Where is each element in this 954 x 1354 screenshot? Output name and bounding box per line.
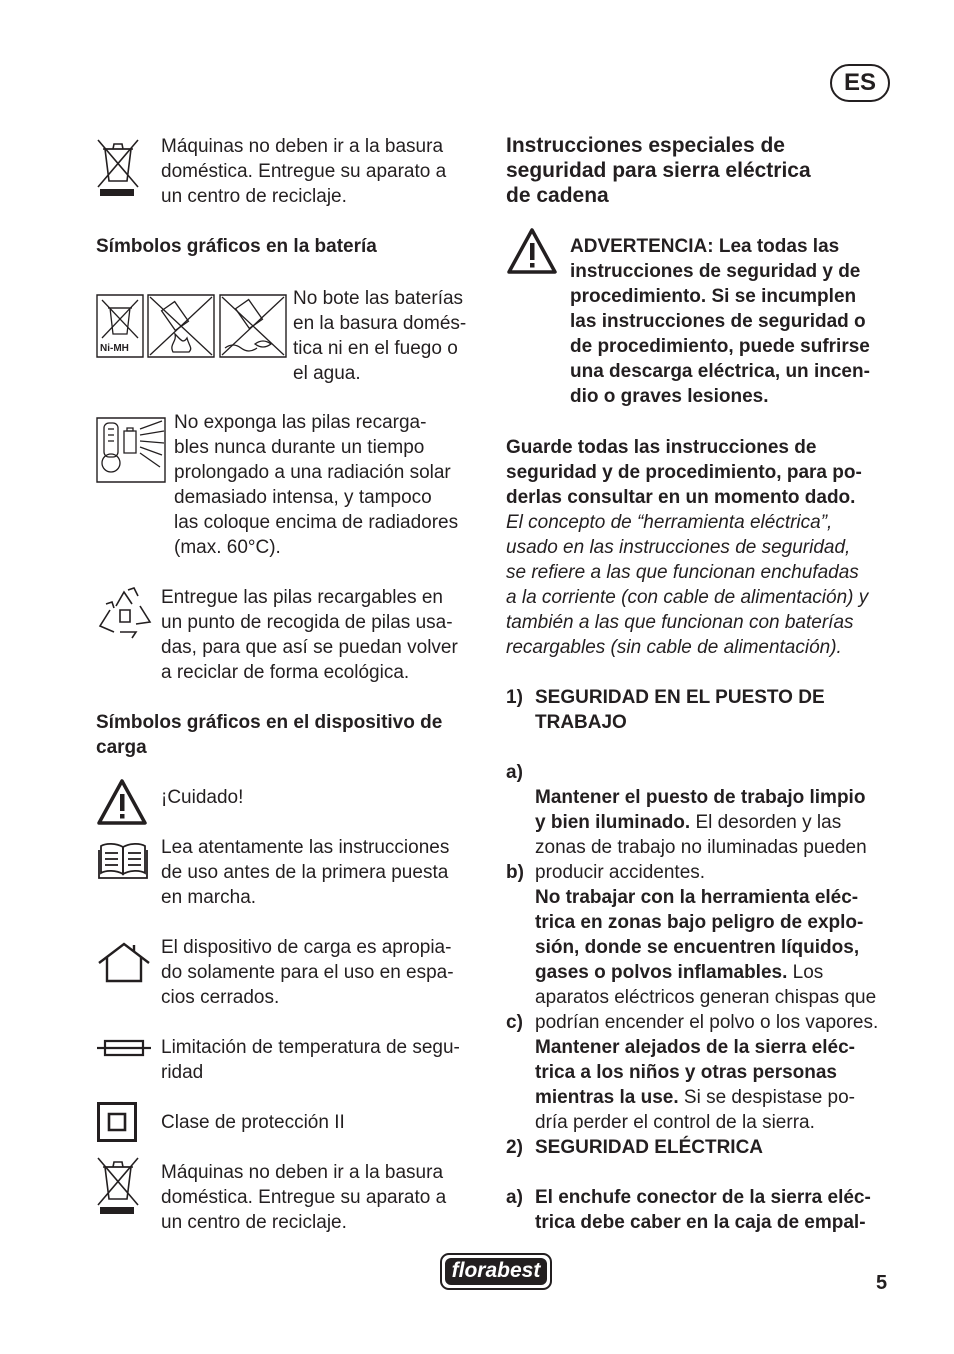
warning-triangle-icon — [506, 227, 558, 275]
item-c-text — [535, 1010, 895, 1135]
item-b-rest: Los aparatos eléctricos generan chispas que podrían encender el polvo o los vapores. — [535, 962, 879, 1033]
indoor-use-text: El dispositivo de carga es apropia- do solamente para el uso en espa- cios cerrados. — [161, 937, 454, 1008]
temperature-limit-text: Limitación de temperatura de segu- ridad — [161, 1037, 460, 1083]
item-b-text — [535, 860, 895, 1035]
warning-triangle-icon — [96, 778, 148, 826]
indoor-house-icon — [97, 941, 151, 983]
no-water-battery-icon — [219, 294, 287, 358]
item-b-label: b) — [506, 862, 524, 883]
battery-heat-text: No exponga las pilas recarga- bles nunca durante un tiempo prolongado a una radiación solar demasiado intensa, y tampoco las coloque encima de radiadores (max. 60°C). — [174, 412, 459, 558]
no-fire-battery-icon — [147, 294, 215, 358]
caution-text: ¡Cuidado! — [161, 787, 244, 808]
item-c-label: c) — [506, 1012, 523, 1033]
page-number: 5 — [876, 1272, 888, 1294]
item-a-rest: El desorden y las zonas de trabajo no iluminadas pueden producir accidentes. — [535, 812, 867, 883]
item-c-rest: Si se despistase po- dría perder el control de la sierra. — [535, 1087, 855, 1133]
protection-class-text: Clase de protección II — [161, 1112, 345, 1133]
section-1-title: SEGURIDAD EN EL PUESTO DE TRABAJO — [535, 687, 825, 733]
item-a-label: a) — [506, 762, 523, 783]
item-a-bold: Mantener el puesto de trabajo limpio y bien iluminado. — [535, 787, 866, 833]
section-2-number: 2) — [506, 1137, 523, 1158]
section-1-number: 1) — [506, 687, 523, 708]
section-2-title: SEGURIDAD ELÉCTRICA — [535, 1137, 764, 1158]
item-b-bold: No trabajar con la herramienta eléc- trica en zonas bajo peligro de explo- sión, donde se encuentren líquidos, gases o polvos inflamables. — [535, 887, 864, 983]
nimh-label: Ni-MH — [100, 343, 129, 354]
recycle-arrows-icon — [96, 584, 154, 640]
battery-disposal-text: No bote las baterías en la basura domés- tica ni en el fuego o el agua. — [293, 288, 467, 384]
logo-text: florabest — [445, 1258, 547, 1285]
battery-symbols-heading: Símbolos gráficos en la batería — [96, 236, 377, 257]
warning-text: ADVERTENCIA: Lea todas las instrucciones de seguridad y de procedimiento. Si se incumplen las instrucciones de seguridad o de procedimiento, puede sufrirse una descarga eléctrica, un incen- dio o graves lesiones. — [570, 236, 870, 407]
temperature-fuse-icon — [97, 1038, 151, 1058]
crossed-bin-icon — [96, 137, 140, 199]
crossed-bin-icon — [96, 1155, 140, 1217]
read-manual-text: Lea atentamente las instrucciones de uso antes de la primera puesta en marcha. — [161, 837, 450, 908]
keep-instructions-text: Guarde todas las instrucciones de seguridad y de procedimiento, para po- derlas consultar en un momento dado. — [506, 437, 862, 508]
item-c-bold: Mantener alejados de la sierra eléc- trica a los niños y otras personas mientras la use. — [535, 1037, 855, 1108]
item-2a-label: a) — [506, 1187, 523, 1208]
recycle-notice-top: Máquinas no deben ir a la basura doméstica. Entregue su aparato a un centro de reciclaje. — [161, 136, 447, 207]
florabest-logo — [440, 1253, 552, 1290]
section-title: Instrucciones especiales de seguridad para sierra eléctrica de cadena — [506, 134, 811, 207]
power-tool-definition: El concepto de “herramienta eléctrica”, usado en las instrucciones de seguridad, se refiere a las que funcionan enchufadas a la corriente (con cable de alimentación) y también a las que funcionan con baterías recargables (sin cable de alimentación). — [506, 512, 869, 658]
charger-symbols-heading: Símbolos gráficos en el dispositivo de carga — [96, 712, 443, 758]
read-manual-book-icon — [98, 841, 148, 881]
protection-class-ii-icon — [97, 1102, 137, 1142]
language-badge: ES — [830, 64, 890, 102]
item-2a-text: El enchufe conector de la sierra eléc- trica debe caber en la caja de empal- — [535, 1187, 871, 1233]
battery-heat-sun-icon — [96, 417, 166, 483]
recycle-notice-bottom: Máquinas no deben ir a la basura doméstica. Entregue su aparato a un centro de reciclaje. — [161, 1162, 447, 1233]
battery-recycle-text: Entregue las pilas recargables en un punto de recogida de pilas usa- das, para que así se puedan volver a reciclar de forma ecológica. — [161, 587, 458, 683]
